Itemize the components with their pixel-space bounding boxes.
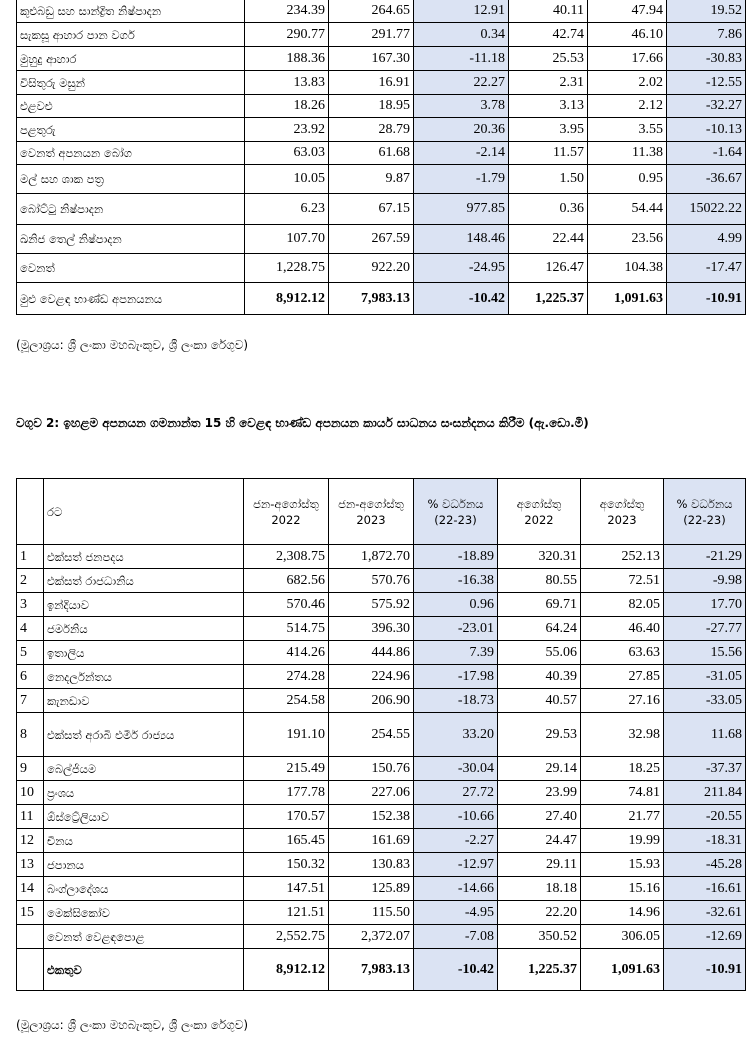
value-cell: 274.28	[244, 665, 329, 689]
value-cell: 161.69	[329, 829, 414, 853]
table-row	[17, 71, 746, 95]
value-cell: -18.31	[664, 829, 746, 853]
value-cell: 107.70	[245, 225, 329, 254]
col-aug-2023-header: අගෝස්තු 2023	[581, 479, 664, 545]
row-index	[17, 949, 44, 991]
product-label: සැකසූ ආහාර පාන වර්ග	[17, 23, 245, 47]
value-cell: 72.51	[581, 569, 664, 593]
value-cell: 29.14	[498, 757, 581, 781]
value-cell: 227.06	[329, 781, 414, 805]
value-cell: 18.95	[329, 95, 414, 118]
value-cell: -1.64	[667, 142, 746, 165]
table-row	[17, 757, 746, 781]
value-cell: 1,872.70	[329, 545, 414, 569]
value-cell: 23.99	[498, 781, 581, 805]
value-cell: 224.96	[329, 665, 414, 689]
value-cell: 63.63	[581, 641, 664, 665]
table1-source: (මූලාශ්‍රය: ශ්‍රී ලංකා මහබැංකුව, ශ්‍රී ලංකා රේගුව)	[16, 338, 249, 352]
value-cell: 12.91	[414, 0, 509, 23]
value-cell: 150.32	[244, 853, 329, 877]
value-cell: 320.31	[498, 545, 581, 569]
value-cell: 2.02	[588, 71, 667, 95]
table2-header-row	[17, 479, 746, 545]
value-cell: -30.04	[414, 757, 498, 781]
row-index	[17, 925, 44, 949]
total-value-cell: -10.42	[414, 283, 509, 315]
row-index: 7	[17, 689, 44, 713]
value-cell: 74.81	[581, 781, 664, 805]
table-row	[17, 118, 746, 142]
value-cell: 252.13	[581, 545, 664, 569]
table-row	[17, 853, 746, 877]
value-cell: 19.99	[581, 829, 664, 853]
row-index: 11	[17, 805, 44, 829]
table-row	[17, 617, 746, 641]
export-products-table	[16, 0, 746, 315]
value-cell: 42.74	[509, 23, 588, 47]
table-row	[17, 142, 746, 165]
row-index: 13	[17, 853, 44, 877]
row-index: 14	[17, 877, 44, 901]
value-cell: 21.77	[581, 805, 664, 829]
value-cell: 23.56	[588, 225, 667, 254]
value-cell: 215.49	[244, 757, 329, 781]
index-header	[17, 479, 44, 545]
value-cell: 152.38	[329, 805, 414, 829]
total-value-cell: 1,091.63	[588, 283, 667, 315]
value-cell: 148.46	[414, 225, 509, 254]
country-label: ජර්මනිය	[44, 617, 244, 641]
value-cell: 264.65	[329, 0, 414, 23]
value-cell: 22.27	[414, 71, 509, 95]
value-cell: -27.77	[664, 617, 746, 641]
table-row	[17, 665, 746, 689]
row-index: 4	[17, 617, 44, 641]
table-row	[17, 23, 746, 47]
table-row	[17, 901, 746, 925]
value-cell: 6.23	[245, 194, 329, 225]
value-cell: 47.94	[588, 0, 667, 23]
value-cell: 121.51	[244, 901, 329, 925]
value-cell: -17.47	[667, 254, 746, 283]
total-value-cell: 1,225.37	[498, 949, 581, 991]
value-cell: 165.45	[244, 829, 329, 853]
value-cell: 444.86	[329, 641, 414, 665]
product-label: පළතුරු	[17, 118, 245, 142]
value-cell: 27.16	[581, 689, 664, 713]
table-row	[17, 829, 746, 853]
value-cell: 2,372.07	[329, 925, 414, 949]
value-cell: 27.72	[414, 781, 498, 805]
value-cell: 3.13	[509, 95, 588, 118]
value-cell: -2.14	[414, 142, 509, 165]
country-label: ඉතාලිය	[44, 641, 244, 665]
value-cell: -11.18	[414, 47, 509, 71]
value-cell: 130.83	[329, 853, 414, 877]
value-cell: 291.77	[329, 23, 414, 47]
value-cell: 514.75	[244, 617, 329, 641]
value-cell: 13.83	[245, 71, 329, 95]
value-cell: 54.44	[588, 194, 667, 225]
value-cell: -4.95	[414, 901, 498, 925]
value-cell: 170.57	[244, 805, 329, 829]
value-cell: 29.11	[498, 853, 581, 877]
value-cell: 188.36	[245, 47, 329, 71]
row-index: 6	[17, 665, 44, 689]
product-label: මුහුදු ආහාර	[17, 47, 245, 71]
value-cell: 15.16	[581, 877, 664, 901]
value-cell: 11.38	[588, 142, 667, 165]
value-cell: 234.39	[245, 0, 329, 23]
value-cell: 55.06	[498, 641, 581, 665]
value-cell: 977.85	[414, 194, 509, 225]
value-cell: 3.55	[588, 118, 667, 142]
value-cell: 20.36	[414, 118, 509, 142]
value-cell: 22.44	[509, 225, 588, 254]
value-cell: 575.92	[329, 593, 414, 617]
country-label: වෙනත් වෙළඳපොළ	[44, 925, 244, 949]
value-cell: 177.78	[244, 781, 329, 805]
value-cell: 147.51	[244, 877, 329, 901]
value-cell: 290.77	[245, 23, 329, 47]
value-cell: 46.40	[581, 617, 664, 641]
value-cell: 1,228.75	[245, 254, 329, 283]
value-cell: 0.95	[588, 165, 667, 194]
total-value-cell: 1,225.37	[509, 283, 588, 315]
value-cell: 61.68	[329, 142, 414, 165]
value-cell: 0.96	[414, 593, 498, 617]
value-cell: 33.20	[414, 713, 498, 757]
value-cell: 67.15	[329, 194, 414, 225]
row-index: 8	[17, 713, 44, 757]
table-row	[17, 194, 746, 225]
value-cell: 10.05	[245, 165, 329, 194]
value-cell: 3.78	[414, 95, 509, 118]
value-cell: 40.39	[498, 665, 581, 689]
total-value-cell: 8,912.12	[245, 283, 329, 315]
value-cell: 2.12	[588, 95, 667, 118]
table-row	[17, 569, 746, 593]
row-index: 5	[17, 641, 44, 665]
value-cell: 15.93	[581, 853, 664, 877]
value-cell: 350.52	[498, 925, 581, 949]
country-label: කැනඩාව	[44, 689, 244, 713]
col-growth-aug-header: % වර්ධනය (22-23)	[664, 479, 746, 545]
table-row	[17, 545, 746, 569]
value-cell: 14.96	[581, 901, 664, 925]
value-cell: 267.59	[329, 225, 414, 254]
value-cell: -10.66	[414, 805, 498, 829]
value-cell: 0.34	[414, 23, 509, 47]
value-cell: 254.55	[329, 713, 414, 757]
value-cell: 0.36	[509, 194, 588, 225]
value-cell: -32.61	[664, 901, 746, 925]
table-row	[17, 781, 746, 805]
total-label: මුළු වෙළඳ භාණ්ඩ අපනයනය	[17, 283, 245, 315]
product-label: ඛනිජ තෙල් නිෂ්පාදන	[17, 225, 245, 254]
value-cell: 2.31	[509, 71, 588, 95]
value-cell: 80.55	[498, 569, 581, 593]
table-row	[17, 689, 746, 713]
value-cell: 191.10	[244, 713, 329, 757]
value-cell: 19.52	[667, 0, 746, 23]
value-cell: 126.47	[509, 254, 588, 283]
value-cell: 25.53	[509, 47, 588, 71]
value-cell: 27.40	[498, 805, 581, 829]
row-index: 12	[17, 829, 44, 853]
total-value-cell: 1,091.63	[581, 949, 664, 991]
value-cell: 115.50	[329, 901, 414, 925]
product-label: වෙනත් අපනයන බෝග	[17, 142, 245, 165]
value-cell: 64.24	[498, 617, 581, 641]
value-cell: 570.76	[329, 569, 414, 593]
total-value-cell: -10.91	[667, 283, 746, 315]
product-label: බෝට්ටු නිෂ්පාදන	[17, 194, 245, 225]
table2-source: (මූලාශ්‍රය: ශ්‍රී ලංකා මහබැංකුව, ශ්‍රී ලංකා රේගුව)	[16, 1018, 249, 1032]
total-value-cell: 7,983.13	[329, 949, 414, 991]
table-row	[17, 165, 746, 194]
table-row	[17, 805, 746, 829]
value-cell: 27.85	[581, 665, 664, 689]
value-cell: 2,552.75	[244, 925, 329, 949]
value-cell: -18.89	[414, 545, 498, 569]
value-cell: -1.79	[414, 165, 509, 194]
value-cell: -16.38	[414, 569, 498, 593]
value-cell: 18.26	[245, 95, 329, 118]
value-cell: 1.50	[509, 165, 588, 194]
country-label: චීනය	[44, 829, 244, 853]
value-cell: 570.46	[244, 593, 329, 617]
value-cell: 11.68	[664, 713, 746, 757]
country-label: නෙදර්ලන්තය	[44, 665, 244, 689]
value-cell: 167.30	[329, 47, 414, 71]
value-cell: -24.95	[414, 254, 509, 283]
value-cell: 17.70	[664, 593, 746, 617]
value-cell: 254.58	[244, 689, 329, 713]
value-cell: -12.97	[414, 853, 498, 877]
table-row	[17, 254, 746, 283]
value-cell: -17.98	[414, 665, 498, 689]
table-row	[17, 713, 746, 757]
value-cell: 206.90	[329, 689, 414, 713]
col-jan-aug-2022-header: ජන-අගෝස්තු 2022	[244, 479, 329, 545]
value-cell: 40.11	[509, 0, 588, 23]
value-cell: 29.53	[498, 713, 581, 757]
total-value-cell: 7,983.13	[329, 283, 414, 315]
value-cell: 28.79	[329, 118, 414, 142]
total-value-cell: 8,912.12	[244, 949, 329, 991]
value-cell: 3.95	[509, 118, 588, 142]
value-cell: 24.47	[498, 829, 581, 853]
value-cell: 2,308.75	[244, 545, 329, 569]
value-cell: 11.57	[509, 142, 588, 165]
value-cell: 40.57	[498, 689, 581, 713]
value-cell: 23.92	[245, 118, 329, 142]
value-cell: 4.99	[667, 225, 746, 254]
table-row	[17, 225, 746, 254]
value-cell: -2.27	[414, 829, 498, 853]
row-index: 3	[17, 593, 44, 617]
row-index: 9	[17, 757, 44, 781]
total-value-cell: -10.91	[664, 949, 746, 991]
row-index: 15	[17, 901, 44, 925]
value-cell: -16.61	[664, 877, 746, 901]
country-label: ප්‍රංශය	[44, 781, 244, 805]
col-aug-2022-header: අගෝස්තු 2022	[498, 479, 581, 545]
value-cell: 63.03	[245, 142, 329, 165]
value-cell: -14.66	[414, 877, 498, 901]
value-cell: 17.66	[588, 47, 667, 71]
value-cell: 15022.22	[667, 194, 746, 225]
row-index: 1	[17, 545, 44, 569]
row-index: 10	[17, 781, 44, 805]
country-label: එක්සත් අරාබි එමීර් රාජ්‍යය	[44, 713, 244, 757]
value-cell: 69.71	[498, 593, 581, 617]
country-label: ජපානය	[44, 853, 244, 877]
value-cell: -32.27	[667, 95, 746, 118]
table-row	[17, 641, 746, 665]
country-label: එක්සත් ජනපදය	[44, 545, 244, 569]
value-cell: 104.38	[588, 254, 667, 283]
product-label: එළවළු	[17, 95, 245, 118]
value-cell: -12.55	[667, 71, 746, 95]
top-destinations-table	[16, 478, 746, 991]
product-label: මල් සහ ශාක පත්‍ර	[17, 165, 245, 194]
value-cell: -12.69	[664, 925, 746, 949]
table-row	[17, 95, 746, 118]
value-cell: -30.83	[667, 47, 746, 71]
value-cell: 414.26	[244, 641, 329, 665]
value-cell: -10.13	[667, 118, 746, 142]
product-label: විසිතුරු මසුන්	[17, 71, 245, 95]
country-header: රට	[44, 479, 244, 545]
col-growth-ytd-header: % වර්ධනය (22-23)	[414, 479, 498, 545]
value-cell: 82.05	[581, 593, 664, 617]
value-cell: -21.29	[664, 545, 746, 569]
total-row	[17, 283, 746, 315]
country-label: එක්සත් රාජධානිය	[44, 569, 244, 593]
country-label: ඉන්දියාව	[44, 593, 244, 617]
product-label: වෙනත්	[17, 254, 245, 283]
product-label: කුළුබඩු සහ සාන්ද්‍රිත නිෂ්පාදන	[17, 0, 245, 23]
value-cell: -31.05	[664, 665, 746, 689]
value-cell: -36.67	[667, 165, 746, 194]
value-cell: 18.18	[498, 877, 581, 901]
value-cell: -7.08	[414, 925, 498, 949]
value-cell: -37.37	[664, 757, 746, 781]
value-cell: -45.28	[664, 853, 746, 877]
table-row	[17, 877, 746, 901]
table-row	[17, 47, 746, 71]
value-cell: 125.89	[329, 877, 414, 901]
total-label: එකතුව	[44, 949, 244, 991]
value-cell: 32.98	[581, 713, 664, 757]
table-row	[17, 925, 746, 949]
value-cell: 16.91	[329, 71, 414, 95]
value-cell: 18.25	[581, 757, 664, 781]
total-row	[17, 949, 746, 991]
value-cell: 682.56	[244, 569, 329, 593]
value-cell: 922.20	[329, 254, 414, 283]
value-cell: 9.87	[329, 165, 414, 194]
value-cell: -9.98	[664, 569, 746, 593]
value-cell: 22.20	[498, 901, 581, 925]
value-cell: 15.56	[664, 641, 746, 665]
value-cell: -23.01	[414, 617, 498, 641]
country-label: ඕස්ට්‍රේලියාව	[44, 805, 244, 829]
table-row	[17, 593, 746, 617]
value-cell: 306.05	[581, 925, 664, 949]
country-label: බංග්ලාදේශය	[44, 877, 244, 901]
value-cell: 396.30	[329, 617, 414, 641]
value-cell: 211.84	[664, 781, 746, 805]
value-cell: 150.76	[329, 757, 414, 781]
total-value-cell: -10.42	[414, 949, 498, 991]
value-cell: -18.73	[414, 689, 498, 713]
col-jan-aug-2023-header: ජන-අගෝස්තු 2023	[329, 479, 414, 545]
country-label: මෙක්සිකෝව	[44, 901, 244, 925]
row-index: 2	[17, 569, 44, 593]
country-label: බෙල්ජියම	[44, 757, 244, 781]
table2-title: වගුව 2: ඉහළම අපනයන ගමනාන්ත 15 හි වෙළඳ භාණ්ඩ අපනයන කාර්ය සාධනය සංසන්දනය කිරීම (ඇ.ඩො.මි)	[16, 416, 589, 430]
value-cell: -20.55	[664, 805, 746, 829]
value-cell: 7.39	[414, 641, 498, 665]
table-row	[17, 0, 746, 23]
value-cell: 46.10	[588, 23, 667, 47]
value-cell: 7.86	[667, 23, 746, 47]
value-cell: -33.05	[664, 689, 746, 713]
